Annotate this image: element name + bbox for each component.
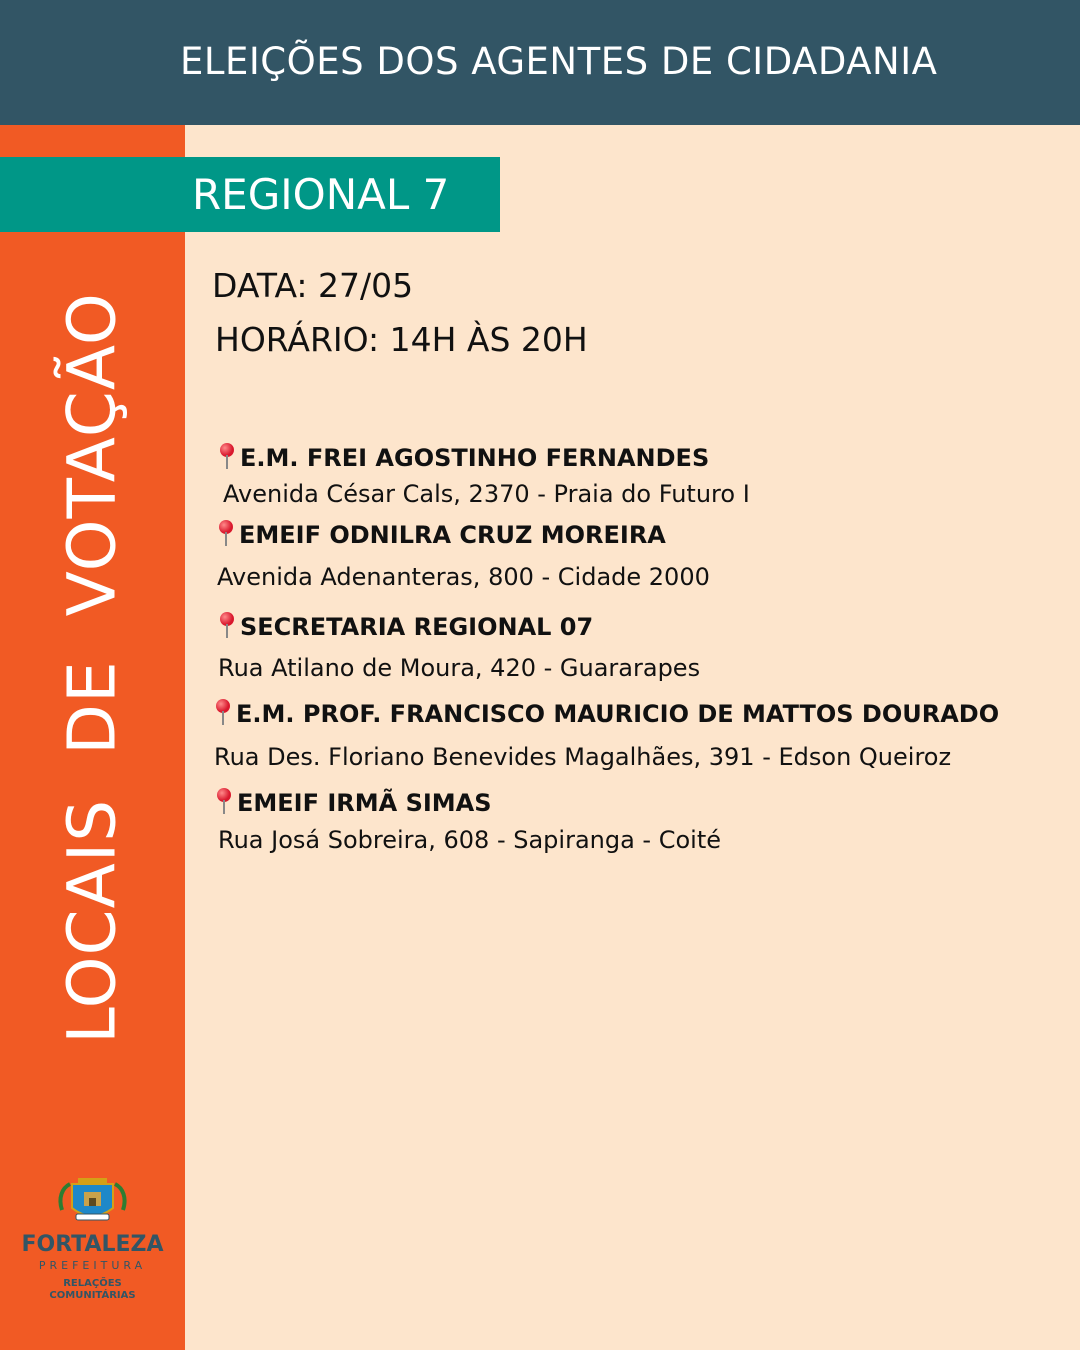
- map-pin-icon: [217, 520, 235, 546]
- location-address: Rua Des. Floriano Benevides Magalhães, 391 - Edson Queiroz: [214, 743, 952, 771]
- fortaleza-logo: [0, 1170, 185, 1310]
- sidebar-title-word: DE: [53, 660, 131, 755]
- location-name: E.M. PROF. FRANCISCO MAURICIO DE MATTOS DOURADO: [214, 699, 999, 728]
- map-pin-icon: [218, 443, 236, 469]
- regional-label: REGIONAL 7: [192, 170, 450, 219]
- location-address: Avenida Adenanteras, 800 - Cidade 2000: [217, 563, 710, 591]
- sidebar-title-word: LOCAIS: [53, 798, 131, 1044]
- sidebar-title-word: VOTAÇÃO: [53, 292, 131, 617]
- map-pin-icon: [215, 788, 233, 814]
- location-name: SECRETARIA REGIONAL 07: [218, 612, 593, 641]
- logo-department: RELAÇÕES COMUNITÁRIAS: [49, 1278, 136, 1301]
- sidebar-vertical-title: [54, 292, 131, 1044]
- location-name: EMEIF ODNILRA CRUZ MOREIRA: [217, 520, 666, 549]
- map-pin-icon: [214, 699, 232, 725]
- location-address: Avenida César Cals, 2370 - Praia do Futuro I: [223, 480, 750, 508]
- time-text: HORÁRIO: 14H ÀS 20H: [215, 320, 588, 359]
- location-address: Rua Josá Sobreira, 608 - Sapiranga - Coité: [218, 826, 722, 854]
- logo-name: FORTALEZA: [21, 1232, 164, 1257]
- city-seal-icon: [0, 1170, 185, 1230]
- location-name: EMEIF IRMÃ SIMAS: [215, 788, 492, 817]
- logo-subtitle: PREFEITURA: [38, 1259, 147, 1272]
- header-banner: [0, 0, 1080, 125]
- map-pin-icon: [218, 612, 236, 638]
- date-text: DATA: 27/05: [212, 266, 414, 305]
- page-title: ELEIÇÕES DOS AGENTES DE CIDADANIA: [180, 40, 938, 83]
- location-address: Rua Atilano de Moura, 420 - Guararapes: [218, 654, 701, 682]
- location-name: E.M. FREI AGOSTINHO FERNANDES: [218, 443, 709, 472]
